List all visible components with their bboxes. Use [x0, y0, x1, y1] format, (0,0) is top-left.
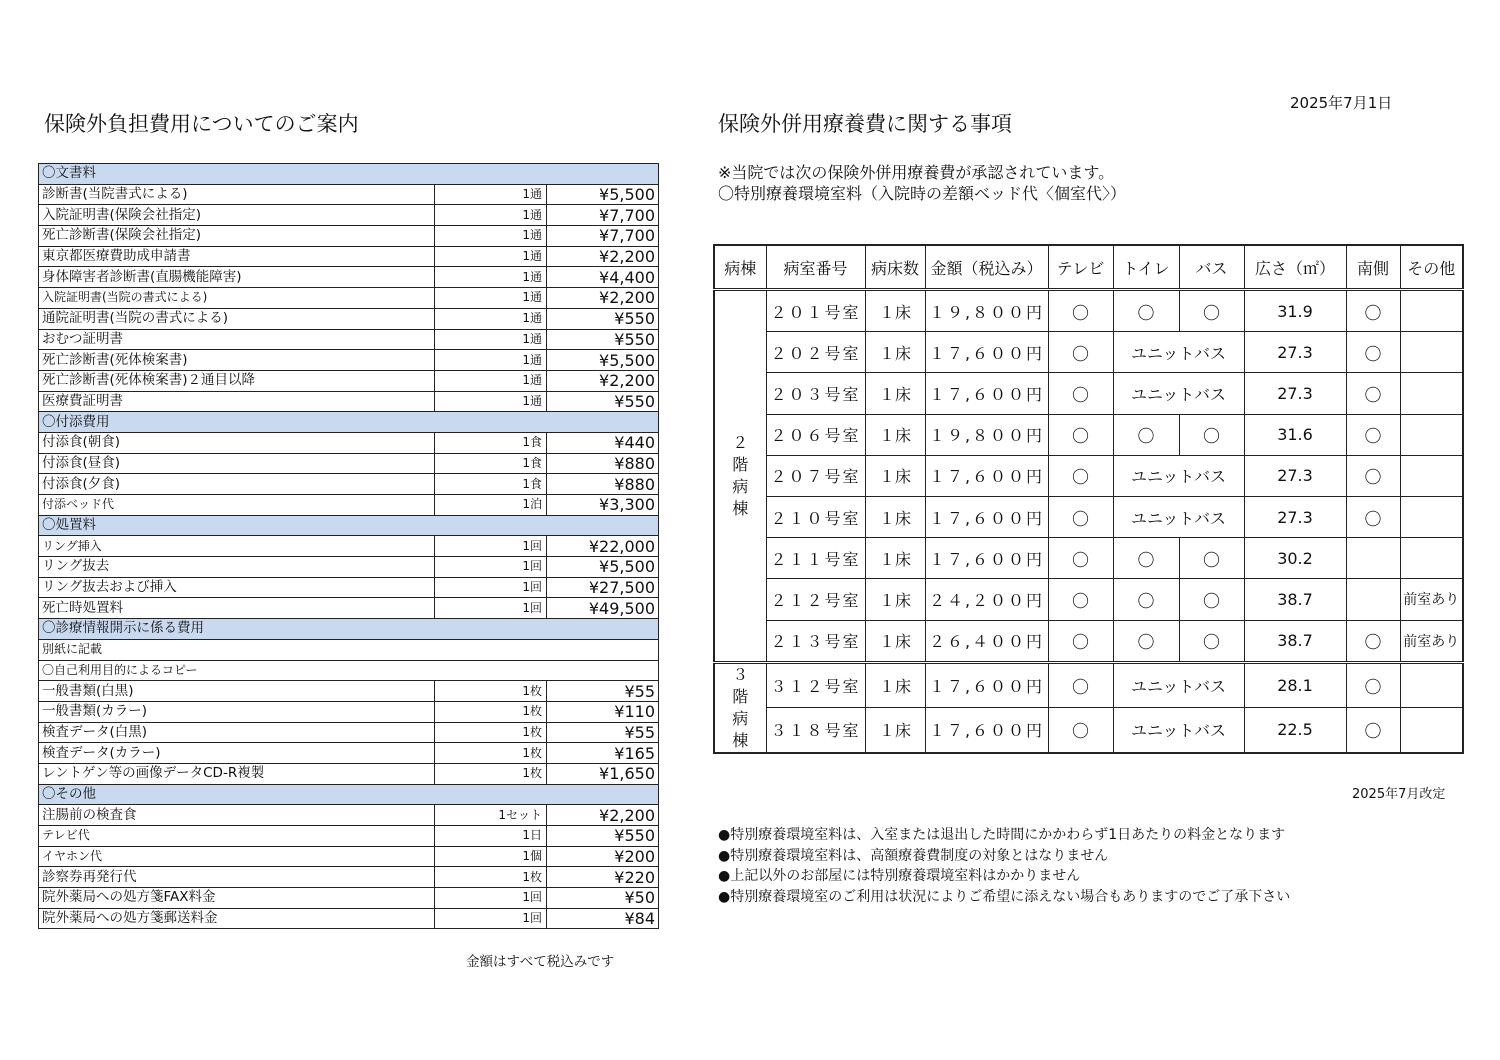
fee-row — [39, 370, 659, 391]
fee-price: ¥4,400 — [547, 267, 659, 288]
room-south: 〇 — [1346, 620, 1400, 662]
fee-quantity: 1通 — [435, 370, 547, 391]
room-toilet: 〇 — [1113, 620, 1179, 662]
fee-quantity: 1セット — [435, 805, 547, 826]
fee-name: 死亡診断書(死体検案書)２通目以降 — [39, 370, 435, 391]
room-unit-bath: ユニットバス — [1113, 708, 1244, 753]
room-row — [714, 579, 1463, 620]
room-row — [714, 455, 1463, 496]
header-ward: 病棟 — [714, 245, 766, 290]
room-number: ２０１号室 — [766, 290, 865, 332]
fee-quantity: 1通 — [435, 267, 547, 288]
fee-quantity: 1泊 — [435, 495, 547, 516]
fee-price: ¥55 — [547, 722, 659, 743]
room-tv: 〇 — [1048, 579, 1113, 620]
room-unit-bath: ユニットバス — [1113, 662, 1244, 708]
fee-quantity: 1回 — [435, 888, 547, 909]
fee-price: ¥1,650 — [547, 763, 659, 784]
intro-text — [718, 162, 1126, 204]
section-label: 〇処置料 — [39, 515, 659, 536]
fee-row — [39, 329, 659, 350]
room-beds: １床 — [865, 414, 925, 455]
room-row — [714, 496, 1463, 537]
intro-line: ※当院では次の保険外併用療養費が承認されています。 — [718, 163, 1115, 182]
fee-price: ¥5,500 — [547, 184, 659, 205]
room-area: 27.3 — [1244, 455, 1346, 496]
room-price: １９,８００円 — [925, 414, 1048, 455]
note-item: ●上記以外のお部屋には特別療養環境室料はかかりません — [718, 868, 1081, 885]
room-area: 31.6 — [1244, 414, 1346, 455]
room-number: ２０６号室 — [766, 414, 865, 455]
fee-quantity: 1通 — [435, 329, 547, 350]
fee-name: 付添食(夕食) — [39, 474, 435, 495]
fee-price: ¥110 — [547, 701, 659, 722]
fee-row — [39, 184, 659, 205]
fee-row — [39, 205, 659, 226]
fee-name: 付添食(昼食) — [39, 453, 435, 474]
room-area: 27.3 — [1244, 373, 1346, 414]
section-label: 〇診療情報開示に係る費用 — [39, 619, 659, 640]
room-south — [1346, 579, 1400, 620]
fee-row — [39, 267, 659, 288]
room-number: ２０２号室 — [766, 332, 865, 373]
fee-row — [39, 763, 659, 784]
room-other — [1400, 662, 1463, 708]
fee-quantity: 1枚 — [435, 701, 547, 722]
room-unit-bath: ユニットバス — [1113, 455, 1244, 496]
room-other — [1400, 373, 1463, 414]
fee-row — [39, 474, 659, 495]
fee-price: ¥22,000 — [547, 536, 659, 557]
fee-price: ¥7,700 — [547, 226, 659, 247]
fee-name: 医療費証明書 — [39, 391, 435, 412]
room-bath: 〇 — [1179, 290, 1244, 332]
fee-price: ¥7,700 — [547, 205, 659, 226]
room-south: 〇 — [1346, 414, 1400, 455]
fee-name: おむつ証明書 — [39, 329, 435, 350]
ward-char: 棟 — [732, 730, 749, 750]
fee-row — [39, 308, 659, 329]
fee-price: ¥5,500 — [547, 557, 659, 578]
room-tv: 〇 — [1048, 538, 1113, 579]
section-row — [39, 412, 659, 433]
fee-name: 東京都医療費助成申請書 — [39, 246, 435, 267]
room-table-header — [714, 245, 1463, 290]
room-other: 前室あり — [1400, 579, 1463, 620]
ward-char: ３ — [732, 664, 749, 684]
header-beds: 病床数 — [865, 245, 925, 290]
section-label: 〇文書料 — [39, 164, 659, 185]
section-row — [39, 784, 659, 805]
room-tv: 〇 — [1048, 373, 1113, 414]
section-row — [39, 619, 659, 640]
header-toilet: トイレ — [1113, 245, 1179, 290]
room-tv: 〇 — [1048, 455, 1113, 496]
revision-date: 2025年7月改定 — [1352, 787, 1446, 802]
header-bath: バス — [1179, 245, 1244, 290]
room-price: ２６,４００円 — [925, 620, 1048, 662]
fee-quantity: 1回 — [435, 536, 547, 557]
room-beds: １床 — [865, 620, 925, 662]
fee-quantity: 1通 — [435, 246, 547, 267]
section-label: 〇付添費用 — [39, 412, 659, 433]
fee-name: 死亡時処置料 — [39, 598, 435, 619]
room-toilet: 〇 — [1113, 290, 1179, 332]
fee-quantity: 1食 — [435, 432, 547, 453]
fee-row — [39, 908, 659, 929]
room-beds: １床 — [865, 455, 925, 496]
fee-name: 入院証明書(保険会社指定) — [39, 205, 435, 226]
room-beds: １床 — [865, 290, 925, 332]
room-bath: 〇 — [1179, 538, 1244, 579]
room-price: １７,６００円 — [925, 662, 1048, 708]
fee-row — [39, 846, 659, 867]
room-area: 27.3 — [1244, 332, 1346, 373]
room-price: １７,６００円 — [925, 708, 1048, 753]
fee-price: ¥440 — [547, 432, 659, 453]
fee-name: 診断書(当院書式による) — [39, 184, 435, 205]
room-area: 22.5 — [1244, 708, 1346, 753]
fee-quantity: 1通 — [435, 205, 547, 226]
room-price: １７,６００円 — [925, 455, 1048, 496]
header-room: 病室番号 — [766, 245, 865, 290]
header-other: その他 — [1400, 245, 1463, 290]
fee-price: ¥49,500 — [547, 598, 659, 619]
room-number: ３１２号室 — [766, 662, 865, 708]
fee-name: 入院証明書(当院の書式による) — [39, 288, 435, 309]
fee-row — [39, 722, 659, 743]
fee-quantity: 1個 — [435, 846, 547, 867]
note-item: ●特別療養環境室のご利用は状況によりご希望に添えない場合もありますのでご了承下さい — [718, 889, 1291, 906]
fee-table — [38, 163, 659, 929]
fee-name: リング挿入 — [39, 536, 435, 557]
fee-name: 院外薬局への処方箋郵送料金 — [39, 908, 435, 929]
fee-quantity: 1通 — [435, 308, 547, 329]
fee-quantity: 1枚 — [435, 681, 547, 702]
room-tv: 〇 — [1048, 332, 1113, 373]
section-row — [39, 164, 659, 185]
fee-row — [39, 557, 659, 578]
room-bath: 〇 — [1179, 579, 1244, 620]
room-beds: １床 — [865, 708, 925, 753]
section-row — [39, 515, 659, 536]
fee-price: ¥550 — [547, 308, 659, 329]
room-south: 〇 — [1346, 455, 1400, 496]
room-row — [714, 332, 1463, 373]
fee-name: 注腸前の検査食 — [39, 805, 435, 826]
room-area: 28.1 — [1244, 662, 1346, 708]
room-bath: 〇 — [1179, 620, 1244, 662]
room-unit-bath: ユニットバス — [1113, 373, 1244, 414]
room-area: 38.7 — [1244, 620, 1346, 662]
room-number: ２１０号室 — [766, 496, 865, 537]
header-south: 南側 — [1346, 245, 1400, 290]
note-item: ●特別療養環境室料は、高額療養費制度の対象とはなりません — [718, 847, 1109, 864]
room-row — [714, 708, 1463, 753]
intro-line: 〇特別療養環境室料（入院時の差額ベッド代〈個室代〉） — [718, 184, 1127, 203]
fee-quantity: 1食 — [435, 474, 547, 495]
room-table — [713, 244, 1464, 754]
room-beds: １床 — [865, 332, 925, 373]
fee-name: テレビ代 — [39, 826, 435, 847]
room-row — [714, 620, 1463, 662]
room-other — [1400, 332, 1463, 373]
header-tv: テレビ — [1048, 245, 1113, 290]
notes-list — [718, 825, 1290, 908]
room-unit-bath: ユニットバス — [1113, 332, 1244, 373]
fee-row — [39, 391, 659, 412]
fee-row — [39, 577, 659, 598]
room-row — [714, 373, 1463, 414]
room-south: 〇 — [1346, 290, 1400, 332]
fee-row — [39, 246, 659, 267]
fee-price: ¥2,200 — [547, 288, 659, 309]
room-bath: 〇 — [1179, 414, 1244, 455]
fee-row — [39, 226, 659, 247]
room-beds: １床 — [865, 579, 925, 620]
room-row — [714, 290, 1463, 332]
fee-row — [39, 805, 659, 826]
fee-price: ¥550 — [547, 391, 659, 412]
fee-name: 付添ベッド代 — [39, 495, 435, 516]
fee-row — [39, 888, 659, 909]
fee-quantity: 1枚 — [435, 722, 547, 743]
fee-name: 一般書類(カラー) — [39, 701, 435, 722]
room-other: 前室あり — [1400, 620, 1463, 662]
left-page-title: 保険外負担費用についてのご案内 — [44, 112, 359, 136]
room-other — [1400, 290, 1463, 332]
fee-price: ¥550 — [547, 826, 659, 847]
fee-name: 死亡診断書(死体検案書) — [39, 350, 435, 371]
fee-price: ¥165 — [547, 743, 659, 764]
room-beds: １床 — [865, 662, 925, 708]
fee-quantity: 1日 — [435, 826, 547, 847]
ward-char: ２ — [732, 432, 749, 452]
room-area: 27.3 — [1244, 496, 1346, 537]
fee-row — [39, 350, 659, 371]
room-price: ２４,２００円 — [925, 579, 1048, 620]
room-toilet: 〇 — [1113, 414, 1179, 455]
ward-label — [714, 662, 766, 753]
ward-char: 階 — [732, 454, 749, 474]
fee-price: ¥5,500 — [547, 350, 659, 371]
fee-price: ¥200 — [547, 846, 659, 867]
fee-quantity: 1通 — [435, 226, 547, 247]
room-other — [1400, 708, 1463, 753]
ward-char: 病 — [732, 708, 749, 728]
fee-name: 身体障害者診断書(直腸機能障害) — [39, 267, 435, 288]
room-toilet: 〇 — [1113, 538, 1179, 579]
room-area: 38.7 — [1244, 579, 1346, 620]
room-number: ２１３号室 — [766, 620, 865, 662]
header-price: 金額（税込み） — [925, 245, 1048, 290]
fee-name: リング抜去 — [39, 557, 435, 578]
fee-row — [39, 867, 659, 888]
fee-name: レントゲン等の画像データCD-R複製 — [39, 763, 435, 784]
fee-quantity: 1回 — [435, 598, 547, 619]
fee-quantity: 1食 — [435, 453, 547, 474]
room-tv: 〇 — [1048, 620, 1113, 662]
room-south: 〇 — [1346, 708, 1400, 753]
fee-price: ¥55 — [547, 681, 659, 702]
header-area: 広さ（㎡） — [1244, 245, 1346, 290]
room-area: 30.2 — [1244, 538, 1346, 579]
fee-row — [39, 743, 659, 764]
fee-quantity: 1通 — [435, 350, 547, 371]
fee-quantity: 1枚 — [435, 763, 547, 784]
fee-price: ¥2,200 — [547, 246, 659, 267]
fee-price: ¥84 — [547, 908, 659, 929]
room-price: １９,８００円 — [925, 290, 1048, 332]
fee-row — [39, 495, 659, 516]
note-row — [39, 660, 659, 681]
room-beds: １床 — [865, 496, 925, 537]
fee-price: ¥220 — [547, 867, 659, 888]
ward-char: 階 — [732, 686, 749, 706]
room-tv: 〇 — [1048, 496, 1113, 537]
room-price: １７,６００円 — [925, 496, 1048, 537]
fee-price: ¥880 — [547, 453, 659, 474]
right-page-title: 保険外併用療養費に関する事項 — [718, 112, 1012, 136]
fee-row — [39, 432, 659, 453]
document-date: 2025年7月1日 — [1290, 94, 1393, 112]
fee-price: ¥2,200 — [547, 370, 659, 391]
room-tv: 〇 — [1048, 708, 1113, 753]
room-south: 〇 — [1346, 496, 1400, 537]
room-row — [714, 414, 1463, 455]
room-toilet: 〇 — [1113, 579, 1179, 620]
room-other — [1400, 455, 1463, 496]
fee-row — [39, 453, 659, 474]
fee-quantity: 1回 — [435, 908, 547, 929]
room-unit-bath: ユニットバス — [1113, 496, 1244, 537]
fee-price: ¥880 — [547, 474, 659, 495]
room-tv: 〇 — [1048, 290, 1113, 332]
fee-name: 通院証明書(当院の書式による) — [39, 308, 435, 329]
ward-char: 病 — [732, 476, 749, 496]
note-row — [39, 639, 659, 660]
fee-name: 診察券再発行代 — [39, 867, 435, 888]
room-beds: １床 — [865, 538, 925, 579]
fee-quantity: 1通 — [435, 184, 547, 205]
room-other — [1400, 414, 1463, 455]
room-number: ２０７号室 — [766, 455, 865, 496]
fee-price: ¥2,200 — [547, 805, 659, 826]
fee-quantity: 1通 — [435, 288, 547, 309]
fee-name: 一般書類(白黒) — [39, 681, 435, 702]
fee-name: 付添食(朝食) — [39, 432, 435, 453]
room-price: １７,６００円 — [925, 538, 1048, 579]
room-row — [714, 662, 1463, 708]
fee-name: イヤホン代 — [39, 846, 435, 867]
fee-quantity: 1回 — [435, 577, 547, 598]
fee-name: 検査データ(白黒) — [39, 722, 435, 743]
section-label: 〇その他 — [39, 784, 659, 805]
room-area: 31.9 — [1244, 290, 1346, 332]
room-number: ２０３号室 — [766, 373, 865, 414]
room-south: 〇 — [1346, 373, 1400, 414]
fee-price: ¥3,300 — [547, 495, 659, 516]
fee-quantity: 1回 — [435, 557, 547, 578]
fee-row — [39, 701, 659, 722]
room-row — [714, 538, 1463, 579]
room-south: 〇 — [1346, 662, 1400, 708]
ward-label — [714, 290, 766, 663]
fee-quantity: 1枚 — [435, 867, 547, 888]
fee-row — [39, 681, 659, 702]
room-price: １７,６００円 — [925, 373, 1048, 414]
ward-char: 棟 — [732, 498, 749, 518]
room-number: ２１１号室 — [766, 538, 865, 579]
fee-row — [39, 826, 659, 847]
fee-quantity: 1通 — [435, 391, 547, 412]
tax-note: 金額はすべて税込みです — [466, 954, 615, 970]
fee-name: 院外薬局への処方箋FAX料金 — [39, 888, 435, 909]
fee-name: 検査データ(カラー) — [39, 743, 435, 764]
room-south — [1346, 538, 1400, 579]
fee-row — [39, 536, 659, 557]
note-item: ●特別療養環境室料は、入室または退出した時間にかかわらず1日あたりの料金となります — [718, 827, 1286, 843]
fee-row — [39, 288, 659, 309]
fee-row — [39, 598, 659, 619]
fee-quantity: 1枚 — [435, 743, 547, 764]
room-price: １７,６００円 — [925, 332, 1048, 373]
fee-name: リング抜去および挿入 — [39, 577, 435, 598]
room-number: ２１２号室 — [766, 579, 865, 620]
fee-price: ¥550 — [547, 329, 659, 350]
room-beds: １床 — [865, 373, 925, 414]
room-other — [1400, 538, 1463, 579]
room-south: 〇 — [1346, 332, 1400, 373]
fee-name: 死亡診断書(保険会社指定) — [39, 226, 435, 247]
row-note: 〇自己利用目的によるコピー — [39, 660, 659, 681]
row-note: 別紙に記載 — [39, 639, 659, 660]
room-other — [1400, 496, 1463, 537]
fee-price: ¥50 — [547, 888, 659, 909]
room-tv: 〇 — [1048, 414, 1113, 455]
room-number: ３１８号室 — [766, 708, 865, 753]
room-tv: 〇 — [1048, 662, 1113, 708]
fee-price: ¥27,500 — [547, 577, 659, 598]
